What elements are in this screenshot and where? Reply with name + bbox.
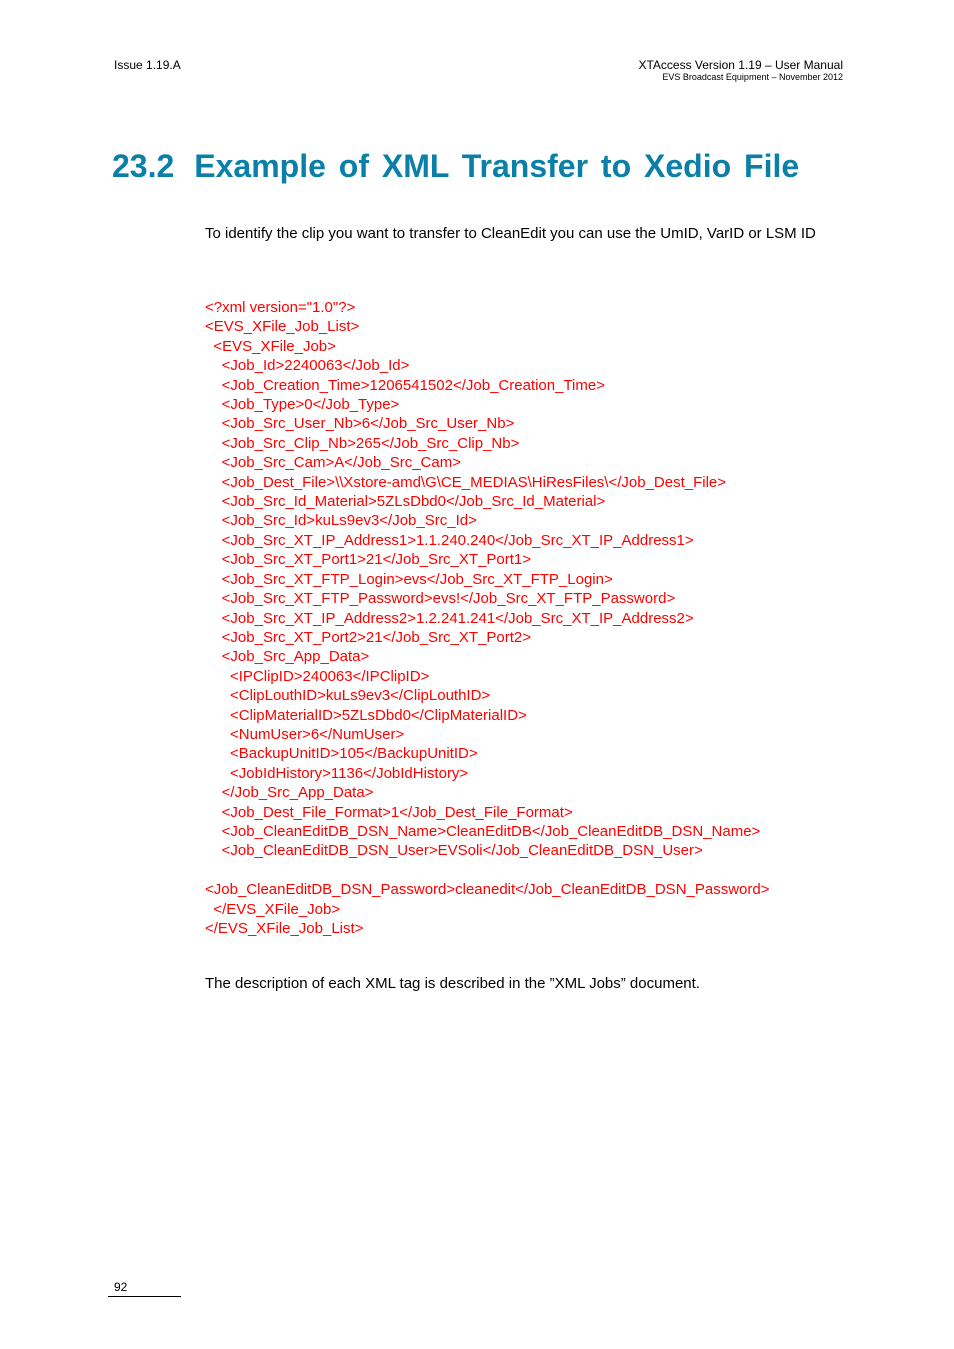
xml-line: <Job_Src_XT_FTP_Password>evs!</Job_Src_XT_FTP_Password> xyxy=(205,590,676,608)
xml-line: <Job_Src_XT_IP_Address1>1.1.240.240</Job_Src_XT_IP_Address1> xyxy=(205,531,694,549)
xml-line: <ClipLouthID>kuLs9ev3</ClipLouthID> xyxy=(205,687,491,705)
header-manual-title: XTAccess Version 1.19 – User Manual xyxy=(638,58,843,72)
page-number: 92 xyxy=(108,1280,181,1297)
xml-line: <Job_Type>0</Job_Type> xyxy=(205,396,400,414)
xml-line: <Job_Src_Id_Material>5ZLsDbd0</Job_Src_Id_Material> xyxy=(205,493,606,511)
xml-line: <ClipMaterialID>5ZLsDbd0</ClipMaterialID> xyxy=(205,706,527,724)
xml-line: </EVS_XFile_Job> xyxy=(205,900,341,918)
section-heading xyxy=(112,148,799,185)
xml-line: <Job_Dest_File_Format>1</Job_Dest_File_Format> xyxy=(205,803,573,821)
xml-line: <EVS_XFile_Job> xyxy=(205,337,336,355)
xml-line: <JobIdHistory>1136</JobIdHistory> xyxy=(205,764,469,782)
xml-line: <Job_Src_XT_IP_Address2>1.2.241.241</Job_Src_XT_IP_Address2> xyxy=(205,609,694,627)
xml-line: <EVS_XFile_Job_List> xyxy=(205,318,360,336)
section-number: 23.2 xyxy=(112,148,175,184)
xml-line: <Job_CleanEditDB_DSN_User>EVSoli</Job_CleanEditDB_DSN_User> xyxy=(205,842,703,860)
xml-line: <Job_Src_Cam>A</Job_Src_Cam> xyxy=(205,454,461,472)
xml-line: <Job_Src_XT_Port1>21</Job_Src_XT_Port1> xyxy=(205,551,532,569)
xml-line: <IPClipID>240063</IPClipID> xyxy=(205,667,430,685)
xml-line xyxy=(205,861,770,880)
header-company-date: EVS Broadcast Equipment – November 2012 xyxy=(662,72,843,82)
xml-line: <Job_Src_XT_Port2>21</Job_Src_XT_Port2> xyxy=(205,628,532,646)
xml-line: <Job_Dest_File>\\Xstore-amd\G\CE_MEDIAS\HiResFiles\</Job_Dest_File> xyxy=(205,473,727,491)
xml-line: <?xml version="1.0"?> xyxy=(205,299,356,316)
header-issue: Issue 1.19.A xyxy=(114,58,181,72)
xml-line: <Job_Src_Clip_Nb>265</Job_Src_Clip_Nb> xyxy=(205,434,520,452)
xml-line: </Job_Src_App_Data> xyxy=(205,784,374,802)
section-title: Example of XML Transfer to Xedio File xyxy=(194,148,800,184)
xml-line: <Job_Creation_Time>1206541502</Job_Creation_Time> xyxy=(205,376,605,394)
xml-line: <Job_Src_XT_FTP_Login>evs</Job_Src_XT_FTP_Login> xyxy=(205,570,613,588)
intro-paragraph: To identify the clip you want to transfer to CleanEdit you can use the UmID, VarID or LSM ID xyxy=(205,225,816,242)
xml-line: <Job_CleanEditDB_DSN_Password>cleanedit</Job_CleanEditDB_DSN_Password> xyxy=(205,881,770,899)
xml-line: <Job_CleanEditDB_DSN_Name>CleanEditDB</Job_CleanEditDB_DSN_Name> xyxy=(205,822,761,840)
xml-line: <Job_Id>2240063</Job_Id> xyxy=(205,357,410,375)
xml-line: <BackupUnitID>105</BackupUnitID> xyxy=(205,745,478,763)
description-note: The description of each XML tag is described in the ”XML Jobs” document. xyxy=(205,975,700,992)
xml-line: <Job_Src_Id>kuLs9ev3</Job_Src_Id> xyxy=(205,512,477,530)
xml-line: <Job_Src_User_Nb>6</Job_Src_User_Nb> xyxy=(205,415,515,433)
xml-line: </EVS_XFile_Job_List> xyxy=(205,920,364,937)
xml-line: <Job_Src_App_Data> xyxy=(205,648,370,666)
xml-code-block xyxy=(205,298,770,938)
xml-line: <NumUser>6</NumUser> xyxy=(205,725,405,743)
header-right xyxy=(638,58,843,83)
